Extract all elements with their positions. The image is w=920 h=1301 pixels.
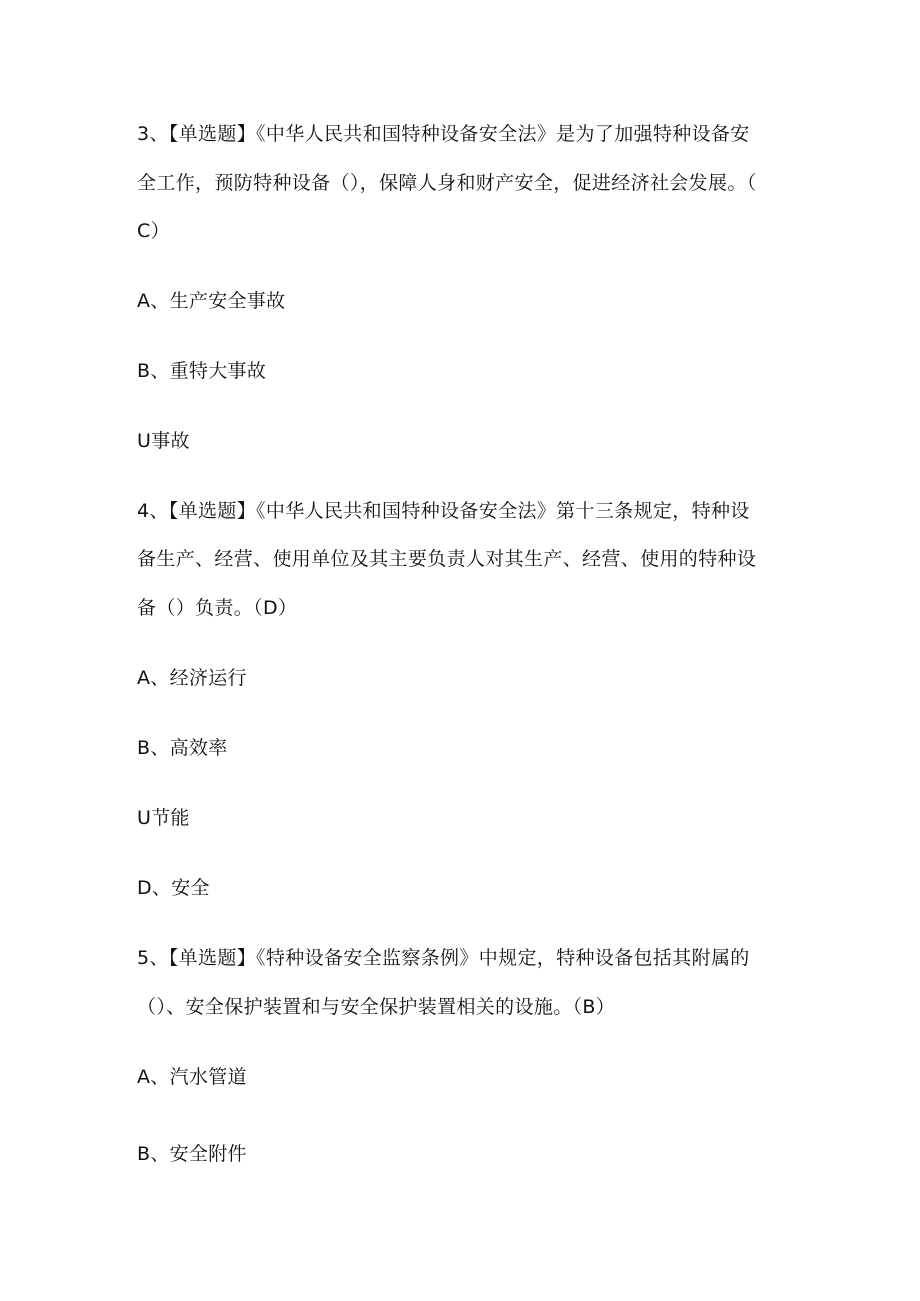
question-4-option-d: D、安全 [137, 877, 210, 899]
question-4-option-c: U节能 [137, 807, 190, 829]
question-3-stem-line-3: C） [137, 220, 170, 242]
question-3-option-a: A、生产安全事故 [137, 290, 286, 312]
question-4-stem-line-2: 备生产、经营、使用单位及其主要负责人对其生产、经营、使用的特种设 [137, 548, 757, 570]
question-3-stem-line-2: 全工作，预防特种设备（），保障人身和财产安全，促进经济社会发展。（ [137, 172, 757, 194]
question-5-stem-line-1: 5、【单选题】《特种设备安全监察条例》中规定，特种设备包括其附属的 [137, 947, 750, 969]
question-5-stem-line-2: （）、安全保护装置和与安全保护装置相关的设施。（B） [137, 996, 616, 1018]
question-5-option-a: A、汽水管道 [137, 1066, 247, 1088]
question-3-option-c: U事故 [137, 430, 190, 452]
question-4-stem-line-1: 4、【单选题】《中华人民共和国特种设备安全法》第十三条规定，特种设 [137, 500, 750, 522]
question-4-option-b: B、高效率 [137, 737, 228, 759]
question-4-stem-line-3: 备（）负责。（D） [137, 597, 298, 619]
question-3-stem-line-1: 3、【单选题】《中华人民共和国特种设备安全法》是为了加强特种设备安 [137, 123, 750, 145]
question-4-option-a: A、经济运行 [137, 667, 247, 689]
question-3-option-b: B、重特大事故 [137, 360, 267, 382]
question-5-option-b: B、安全附件 [137, 1143, 247, 1165]
